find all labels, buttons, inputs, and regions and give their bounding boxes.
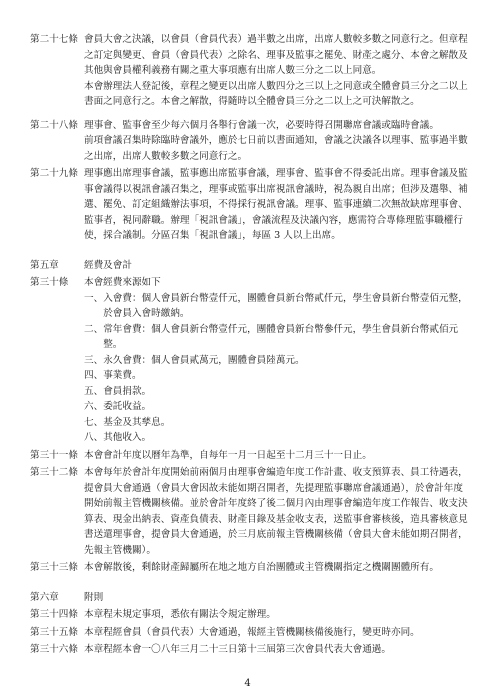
article-body: [84, 465, 468, 558]
list-item: [84, 430, 468, 446]
article-32: [30, 465, 468, 558]
article-label: 第三十四條: [30, 609, 78, 620]
article-body: [84, 607, 468, 623]
article-paragraph: 前項會議召集時除臨時會議外，應於七日前以書面通知，會議之決議各以理事、監事過半數之出席，出席人數較多數之同意行之。: [84, 135, 468, 162]
article-body: [84, 625, 468, 641]
article-35: [30, 625, 468, 641]
list-item: [84, 415, 468, 431]
list-item: [84, 322, 468, 353]
article-paragraph: 本會會計年度以曆年為準，自每年一月一日起至十二月三十一日止。: [84, 449, 372, 461]
article-paragraph: 本章程經會員（會員代表）大會通過，報經主管機關核備後施行，變更時亦同。: [84, 626, 420, 638]
list-item-text: 會員捐款。: [103, 385, 152, 397]
list-item-text: 基金及其孳息。: [103, 416, 171, 428]
list-item-number: 一、: [84, 292, 104, 304]
article-body: [84, 166, 468, 244]
article-paragraph: 本章程經本會一〇八年三月二十三日第十三屆第三次會員代表大會通過。: [84, 644, 391, 655]
article-intro: 本會經費來源如下: [84, 277, 161, 288]
article-paragraph: 本會每年於會計年度開始前兩個月由理事會編造年度工作計畫、收支預算表、員工待遇表，提會員大會通過（會員大會因故未能如期召開者，先提理監事聯席會議通過），於會計年度開始前報主管機關核備。並於會計年度終了後二個月內由理事會編造年度工作報告、收支決算表、現金出納表、資產負債表、財產目錄及基金收支表，送監事會審核後，造具審核意見書送還理事會，提會員大會通過，於三月底前報主管機關核備（會員大會未能如期召開者，先報主管機關）。: [84, 467, 468, 556]
list-item: [84, 384, 468, 400]
article-label: 第三十二條: [30, 467, 78, 478]
article-33: [30, 560, 468, 576]
list-item-number: 四、: [84, 370, 104, 381]
article-36: [30, 642, 468, 658]
list-item-number: 六、: [84, 401, 104, 412]
page-number: 4: [244, 678, 251, 689]
list-item: [84, 291, 468, 322]
article-label: 第二十八條: [30, 119, 78, 131]
article-31: [30, 448, 468, 464]
list-item: [84, 368, 468, 384]
list-item-text: 入會費：個人會員新台幣壹仟元，團體會員新台幣貳仟元，學生會員新台幣壹佰元整，於會員入會時繳納。: [103, 292, 468, 319]
article-label: 第二十九條: [30, 168, 78, 179]
article-body: [84, 32, 468, 110]
article-paragraph: 理事會、監事會至少每六個月各舉行會議一次，必要時得召開聯席會議或臨時會議。: [84, 119, 439, 131]
article-29: [30, 166, 468, 244]
chapter-6-heading: [30, 590, 468, 606]
article-paragraph: 會員大會之決議，以會員（會員代表）過半數之出席，出席人數較多數之同意行之。但章程之訂定與變更、會員（會員代表）之除名、理事及監事之罷免、財產之處分、本會之解散及其他與會員權利義務有關之重大事項應有出席人數三分之二以上同意。: [84, 34, 468, 76]
chapter-label: 第六章: [30, 591, 59, 603]
list-item-number: 七、: [84, 416, 104, 428]
article-label: 第三十一條: [30, 449, 78, 461]
list-item-text: 永久會費：個人會員貳萬元，團體會員陸萬元。: [103, 354, 305, 366]
article-30: [30, 275, 468, 446]
list-item-text: 其他收入。: [103, 432, 152, 443]
list-item: [84, 353, 468, 369]
document-content: [30, 32, 468, 660]
article-label: 第三十條: [30, 277, 69, 288]
article-body: [84, 642, 468, 658]
list-item-number: 二、: [84, 323, 104, 335]
article-body: [84, 448, 468, 464]
list-item-text: 常年會費：個人會員新台幣壹仟元，團體會員新台幣參仟元，學生會員新台幣貳佰元整。: [103, 323, 459, 350]
article-paragraph: 本會辦理法人登記後，章程之變更以出席人數四分之三以上之同意或全體會員三分之二以上書面之同意行之。本會之解散，得隨時以全體會員三分之二以上之可決解散之。: [84, 80, 468, 107]
article-paragraph: 理事應出席理事會議，監事應出席監事會議，理事會、監事會不得委託出席。理事會議及監事會議得以視訊會議召集之，理事或監事出席視訊會議時，視為親自出席；但涉及選舉、補選、罷免、訂定組織辦法事項，不得採行視訊會議。理事、監事連續二次無故缺席理事會、監事者，視同辭職。辦理「視訊會議」，會議流程及決議內容，應需符合專條理監事職權行使，採合議制。分區召集「視訊會議」，每區 3 人以上出席。: [84, 168, 468, 241]
list-item: [84, 399, 468, 415]
list-item-number: 三、: [84, 354, 104, 366]
article-label: 第三十三條: [30, 562, 78, 573]
chapter-title: 經費及會計: [84, 259, 132, 271]
article-body: [84, 560, 468, 576]
chapter-label: 第五章: [30, 259, 59, 271]
article-34: [30, 607, 468, 623]
list-item-number: 五、: [84, 385, 104, 397]
article-body: [84, 118, 468, 165]
list-item-number: 八、: [84, 432, 104, 443]
chapter-title: 附則: [84, 591, 104, 603]
article-label: 第三十六條: [30, 644, 78, 655]
list-item-text: 事業費。: [103, 370, 142, 381]
article-28: [30, 118, 468, 165]
article-label: 第三十五條: [30, 626, 78, 638]
article-body: [84, 275, 468, 446]
article-label: 第二十七條: [30, 34, 78, 45]
chapter-5-heading: [30, 258, 468, 274]
list-item-text: 委託收益。: [103, 401, 152, 412]
article-paragraph: 本章程未規定事項，悉依有關法令規定辦理。: [84, 609, 276, 620]
article-27: [30, 32, 468, 110]
article-paragraph: 本會解散後，剩餘財產歸屬所在地之地方自治團體或主管機關指定之機關團體所有。: [84, 562, 439, 573]
